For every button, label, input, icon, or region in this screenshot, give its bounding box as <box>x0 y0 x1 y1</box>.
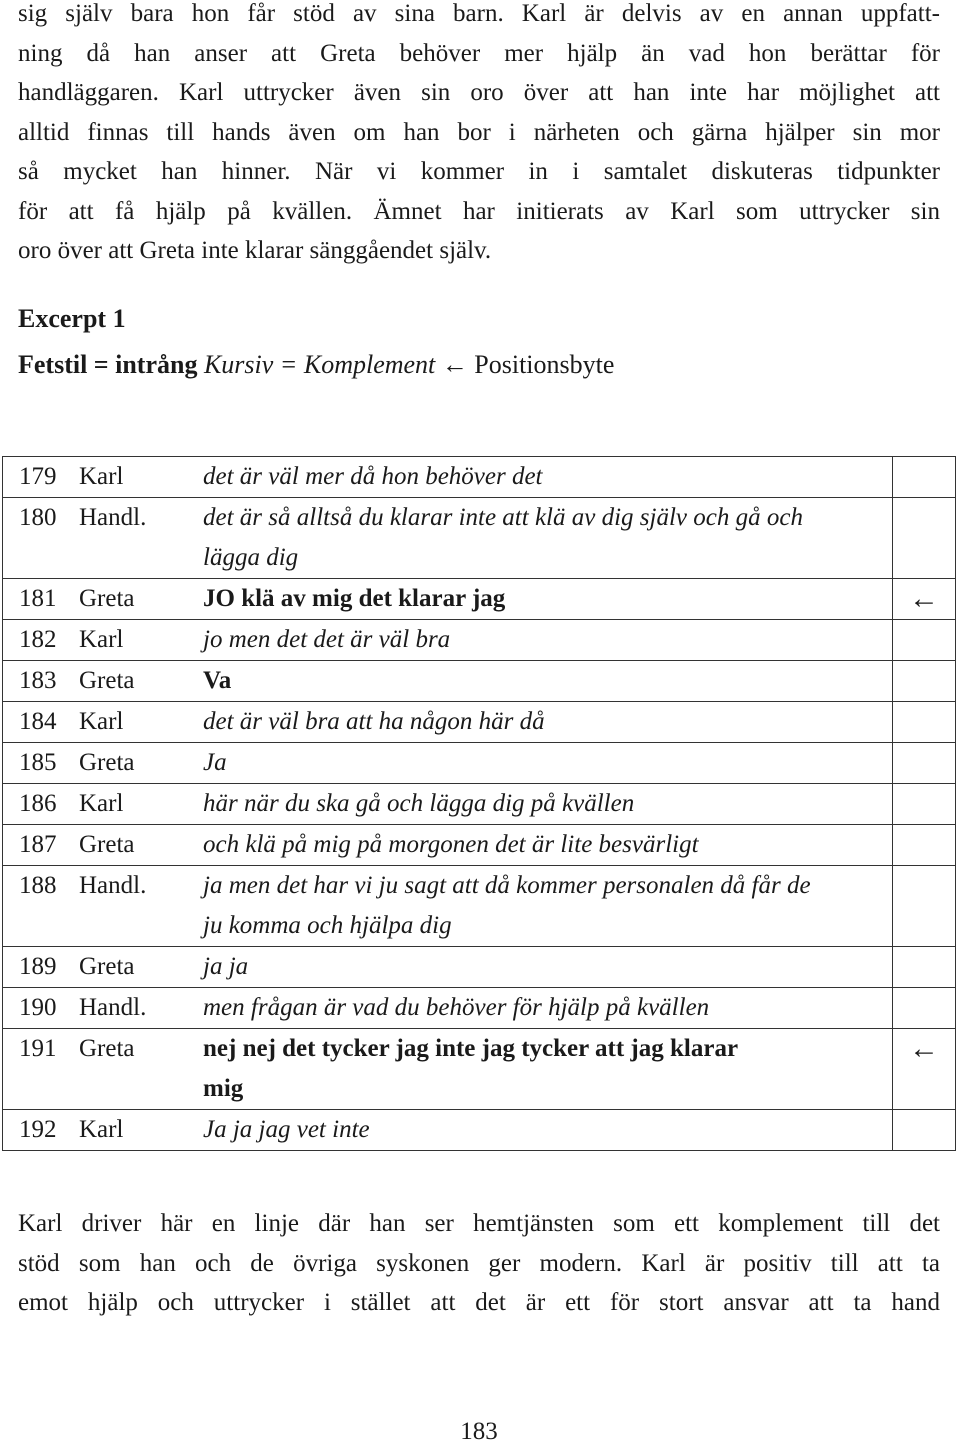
line-number: 188 <box>3 866 80 947</box>
utterance <box>189 620 893 661</box>
line-number: 181 <box>3 579 80 620</box>
mark-cell <box>893 866 956 947</box>
mark-cell <box>893 702 956 743</box>
table-row <box>3 784 956 825</box>
utterance <box>189 866 893 947</box>
mark-cell <box>893 947 956 988</box>
line-number: 190 <box>3 988 80 1029</box>
utterance <box>189 498 893 579</box>
speaker: Greta <box>79 947 189 988</box>
table-row <box>3 498 956 579</box>
utterance <box>189 702 893 743</box>
intro-line: oro över att Greta inte klarar sänggåendet själv. <box>18 237 492 264</box>
utterance <box>189 947 893 988</box>
utterance <box>189 1110 893 1151</box>
utterance <box>189 661 893 702</box>
table-row <box>3 579 956 620</box>
speaker: Handl. <box>79 988 189 1029</box>
table-row <box>3 661 956 702</box>
outro-line: Karl driver här en linje där han ser hemtjänsten som ett komplement till det <box>18 1210 940 1237</box>
speaker: Karl <box>79 702 189 743</box>
arrow-left-icon: ← <box>893 1029 956 1110</box>
intro-line: handläggaren. Karl uttrycker även sin oro över att han inte har möjlighet att <box>18 79 940 106</box>
speaker: Greta <box>79 661 189 702</box>
excerpt-heading: Excerpt 1 <box>18 304 126 333</box>
utterance-text-continued: ju komma och hjälpa dig <box>203 912 452 939</box>
line-number: 187 <box>3 825 80 866</box>
table-row <box>3 1110 956 1151</box>
outro-line: stöd som han och de övriga syskonen ger modern. Karl är positiv till att ta <box>18 1249 940 1277</box>
table-row <box>3 1029 956 1110</box>
utterance <box>189 825 893 866</box>
intro-line: sig själv bara hon får stöd av sina barn. Karl är delvis av en annan uppfatt- <box>18 0 940 27</box>
legend-italic: Kursiv = Komplement <box>203 350 436 379</box>
mark-cell <box>893 661 956 702</box>
intro-line: så mycket han hinner. När vi kommer in i samtalet diskuteras tidpunkter <box>18 158 940 185</box>
legend-bold: Fetstil = intrång <box>18 350 198 379</box>
mark-cell <box>893 498 956 579</box>
line-number: 183 <box>3 661 80 702</box>
speaker: Karl <box>79 1110 189 1151</box>
utterance-text: det är så alltså du klarar inte att klä av dig själv och gå och <box>203 504 803 531</box>
utterance-text: här när du ska gå och lägga dig på kvällen <box>203 790 635 817</box>
utterance <box>189 457 893 498</box>
speaker: Karl <box>79 784 189 825</box>
speaker: Handl. <box>79 498 189 579</box>
table-row <box>3 702 956 743</box>
line-number: 182 <box>3 620 80 661</box>
line-number: 179 <box>3 457 80 498</box>
table-row <box>3 988 956 1029</box>
table-row <box>3 947 956 988</box>
table-row <box>3 620 956 661</box>
utterance-text: JO klä av mig det klarar jag <box>203 585 506 612</box>
line-number: 191 <box>3 1029 80 1110</box>
utterance-text: Va <box>203 667 232 694</box>
utterance-text: det är väl mer då hon behöver det <box>203 463 543 490</box>
utterance <box>189 988 893 1029</box>
intro-line: alltid finnas till hands även om han bor i närheten och gärna hjälper sin mor <box>18 118 940 146</box>
mark-cell <box>893 743 956 784</box>
table-row <box>3 457 956 498</box>
line-number: 192 <box>3 1110 80 1151</box>
utterance-text: det är väl bra att ha någon här då <box>203 708 545 735</box>
mark-cell <box>893 784 956 825</box>
line-number: 189 <box>3 947 80 988</box>
intro-paragraph <box>18 0 940 271</box>
legend <box>18 350 614 380</box>
utterance-text-continued: mig <box>203 1075 244 1102</box>
speaker: Greta <box>79 1029 189 1110</box>
utterance <box>189 784 893 825</box>
table-row <box>3 743 956 784</box>
mark-cell <box>893 825 956 866</box>
utterance-text: och klä på mig på morgonen det är lite besvärligt <box>203 831 699 858</box>
utterance-text: Ja <box>203 749 227 776</box>
utterance <box>189 1029 893 1110</box>
speaker: Karl <box>79 457 189 498</box>
outro-paragraph <box>18 1204 940 1323</box>
utterance-text: jo men det det är väl bra <box>203 626 451 653</box>
arrow-left-icon: ← <box>893 579 956 620</box>
utterance-text: Ja ja jag vet inte <box>203 1116 370 1143</box>
speaker: Karl <box>79 620 189 661</box>
speaker: Greta <box>79 743 189 784</box>
mark-cell <box>893 988 956 1029</box>
utterance-text-continued: lägga dig <box>203 544 299 571</box>
outro-line: emot hjälp och uttrycker i stället att det är ett för stort ansvar att ta hand <box>18 1289 940 1316</box>
utterance <box>189 579 893 620</box>
table-row <box>3 825 956 866</box>
mark-cell <box>893 457 956 498</box>
line-number: 184 <box>3 702 80 743</box>
utterance-text: ja ja <box>203 953 249 980</box>
utterance-text: men frågan är vad du behöver för hjälp på kvällen <box>203 994 710 1021</box>
arrow-left-icon: ← <box>441 350 468 379</box>
intro-line: ning då han anser att Greta behöver mer hjälp än vad hon berättar för <box>18 39 940 67</box>
line-number: 185 <box>3 743 80 784</box>
intro-line: för att få hjälp på kvällen. Ämnet har initierats av Karl som uttrycker sin <box>18 197 940 225</box>
utterance-text: nej nej det tycker jag inte jag tycker att jag klarar <box>203 1035 739 1062</box>
mark-cell <box>893 1110 956 1151</box>
speaker: Handl. <box>79 866 189 947</box>
line-number: 180 <box>3 498 80 579</box>
page-number: 183 <box>460 1418 498 1445</box>
table-row <box>3 866 956 947</box>
speaker: Greta <box>79 579 189 620</box>
utterance-text: ja men det har vi ju sagt att då kommer personalen då får de <box>203 872 811 899</box>
line-number: 186 <box>3 784 80 825</box>
utterance <box>189 743 893 784</box>
mark-cell <box>893 620 956 661</box>
transcript-table <box>2 456 956 1151</box>
speaker: Greta <box>79 825 189 866</box>
legend-arrow-label: Positionsbyte <box>474 350 615 379</box>
